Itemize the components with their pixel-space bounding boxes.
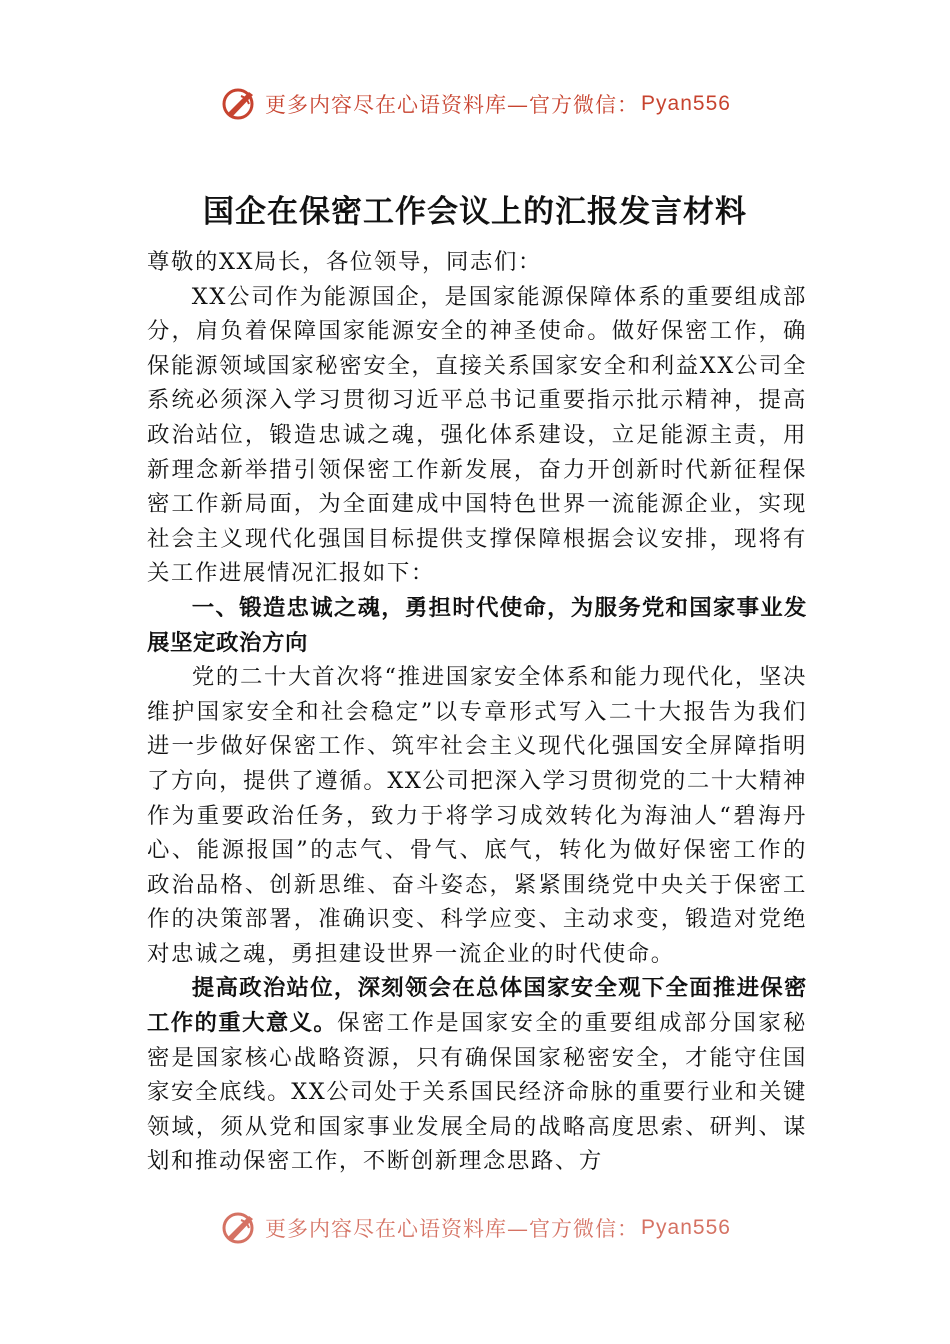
watermark-wechat-id: Pyan556 [641,1216,731,1239]
pen-logo-icon [219,1208,259,1248]
watermark-text: 更多内容尽在心语资料库—官方微信： [265,93,640,117]
document-body [147,245,807,1179]
pen-logo-icon [219,84,259,124]
header-watermark [0,84,950,124]
salutation: 尊敬的XX局长，各位领导，同志们： [147,249,542,275]
document-title: 国企在保密工作会议上的汇报发言材料 [203,194,747,230]
paragraph-intro: XX公司作为能源国企，是国家能源保障体系的重要组成部分，肩负着保障国家能源安全的神圣使命。做好保密工作，确保能源领域国家秘密安全，直接关系国家安全和利益XX公司全系统必须深入学习贯彻习近平总书记重要指示批示精神，提高政治站位，锻造忠诚之魂，强化体系建设，立足能源主责，用新理念新举措引领保密工作新发展，奋力开创新时代新征程保密工作新局面，为全面建成中国特色世界一流能源企业，实现社会主义现代化强国目标提供支撑保障根据会议安排，现将有关工作进展情况汇报如下： [147,283,807,587]
paragraph-lead-rest: 保密工作是国家安全的重要组成部分国家秘密是国家核心战略资源，只有确保国家秘密安全，才能守住国家安全底线。XX公司处于关系国民经济命脉的重要行业和关键领域，须从党和国家事业发展全局的战略高度思索、研判、谋划和推动保密工作，不断创新理念思路、方 [147,1010,807,1175]
paragraph-section-1: 党的二十大首次将“推进国家安全体系和能力现代化，坚决维护国家安全和社会稳定”以专章形式写入二十大报告为我们进一步做好保密工作、筑牢社会主义现代化强国安全屏障指明了方向，提供了遵循。XX公司把深入学习贯彻党的二十大精神作为重要政治任务，致力于将学习成效转化为海油人“碧海丹心、能源报国”的志气、骨气、底气，转化为做好保密工作的政治品格、创新思维、奋斗姿态，紧紧围绕党中央关于保密工作的决策部署，准确识变、科学应变、主动求变，锻造对党绝对忠诚之魂，勇担建设世界一流企业的时代使命。 [147,664,807,967]
paragraph-political-stance [147,971,807,1179]
paragraph-lead-bold: 提高政治站位，深刻领会在总体国家安全观下全面推进保密工作的重大意义。 [147,975,807,1037]
watermark-text: 更多内容尽在心语资料库—官方微信： [265,1217,640,1241]
section-heading-1: 一、锻造忠诚之魂，勇担时代使命，为服务党和国家事业发展坚定政治方向 [147,594,807,656]
watermark-wechat-id: Pyan556 [641,92,731,115]
footer-watermark [0,1208,950,1248]
